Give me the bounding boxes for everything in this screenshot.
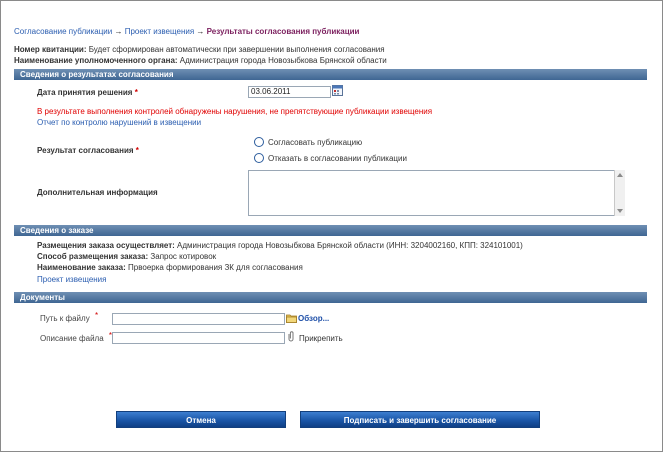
order-placer-label: Размещения заказа осуществляет: <box>37 241 175 250</box>
breadcrumb-separator: → <box>114 27 123 36</box>
order-method-label: Способ размещения заказа: <box>37 252 149 261</box>
controls-warning: В результате выполнения контролей обнаружены нарушения, не препятствующие публикации извещения <box>37 107 433 116</box>
receipt-number-value: Будет сформирован автоматически при завершении выполнения согласования <box>88 45 385 54</box>
sign-and-complete-button[interactable]: Подписать и завершить согласование <box>300 411 540 428</box>
authority-value: Администрация города Новозыбкова Брянской области <box>179 56 387 65</box>
breadcrumb <box>14 27 359 36</box>
order-method-value: Запрос котировок <box>150 252 217 261</box>
browse-button[interactable]: Обзор... <box>298 314 330 323</box>
order-name-value: Првоерка формирования ЗК для согласования <box>128 263 303 272</box>
cancel-button[interactable]: Отмена <box>116 411 286 428</box>
decision-date-label-text: Дата принятия решения <box>37 88 133 97</box>
paperclip-icon[interactable] <box>287 331 295 342</box>
file-path-label-text: Путь к файлу <box>40 314 90 323</box>
file-description-label <box>40 331 113 343</box>
authority-row <box>14 56 387 65</box>
calendar-icon[interactable] <box>332 85 343 96</box>
approval-result-label-text: Результат согласования <box>37 146 134 155</box>
approval-result-label <box>37 146 139 155</box>
folder-icon[interactable] <box>286 313 297 323</box>
receipt-number-row <box>14 45 385 54</box>
order-placer-value: Администрация города Новозыбкова Брянской области (ИНН: 3204002160, КПП: 324101001) <box>177 241 523 250</box>
file-description-label-text: Описание файла <box>40 334 104 343</box>
required-marker: * <box>135 146 139 155</box>
order-name-row <box>37 263 303 272</box>
file-path-label <box>40 311 99 323</box>
breadcrumb-notice-draft-link[interactable]: Проект извещения <box>124 27 195 36</box>
authority-label: Наименование уполномоченного органа: <box>14 56 178 65</box>
required-marker: * <box>108 331 113 340</box>
notice-draft-link[interactable]: Проект извещения <box>37 275 107 284</box>
order-method-row <box>37 252 216 261</box>
order-name-label: Наименование заказа: <box>37 263 126 272</box>
violations-report-link[interactable]: Отчет по контролю нарушений в извещении <box>37 118 202 127</box>
breadcrumb-current: Результаты согласования публикации <box>206 27 360 36</box>
required-marker: * <box>94 311 99 320</box>
scroll-up-icon[interactable] <box>617 173 623 177</box>
file-path-input[interactable] <box>112 313 285 325</box>
breadcrumb-approval-link[interactable]: Согласование публикации <box>14 27 113 36</box>
order-section-header: Сведения о заказе <box>14 225 647 236</box>
results-section-header: Сведения о результатах согласования <box>14 69 647 80</box>
scroll-down-icon[interactable] <box>617 209 623 213</box>
reject-radio-label[interactable]: Отказать в согласовании публикации <box>268 154 407 163</box>
additional-info-textarea[interactable] <box>248 170 616 216</box>
decision-date-label <box>37 88 138 97</box>
order-placer-row <box>37 241 523 250</box>
required-marker: * <box>134 88 138 97</box>
additional-info-label: Дополнительная информация <box>37 188 158 197</box>
reject-radio[interactable] <box>254 153 264 163</box>
decision-date-input[interactable] <box>248 86 331 98</box>
file-description-input[interactable] <box>112 332 285 344</box>
attach-button[interactable]: Прикрепить <box>299 334 343 343</box>
approve-radio[interactable] <box>254 137 264 147</box>
documents-section-header: Документы <box>14 292 647 303</box>
breadcrumb-separator: → <box>196 27 205 36</box>
receipt-number-label: Номер квитанции: <box>14 45 87 54</box>
textarea-scrollbar[interactable] <box>614 170 625 216</box>
approve-radio-label[interactable]: Согласовать публикацию <box>268 138 363 147</box>
